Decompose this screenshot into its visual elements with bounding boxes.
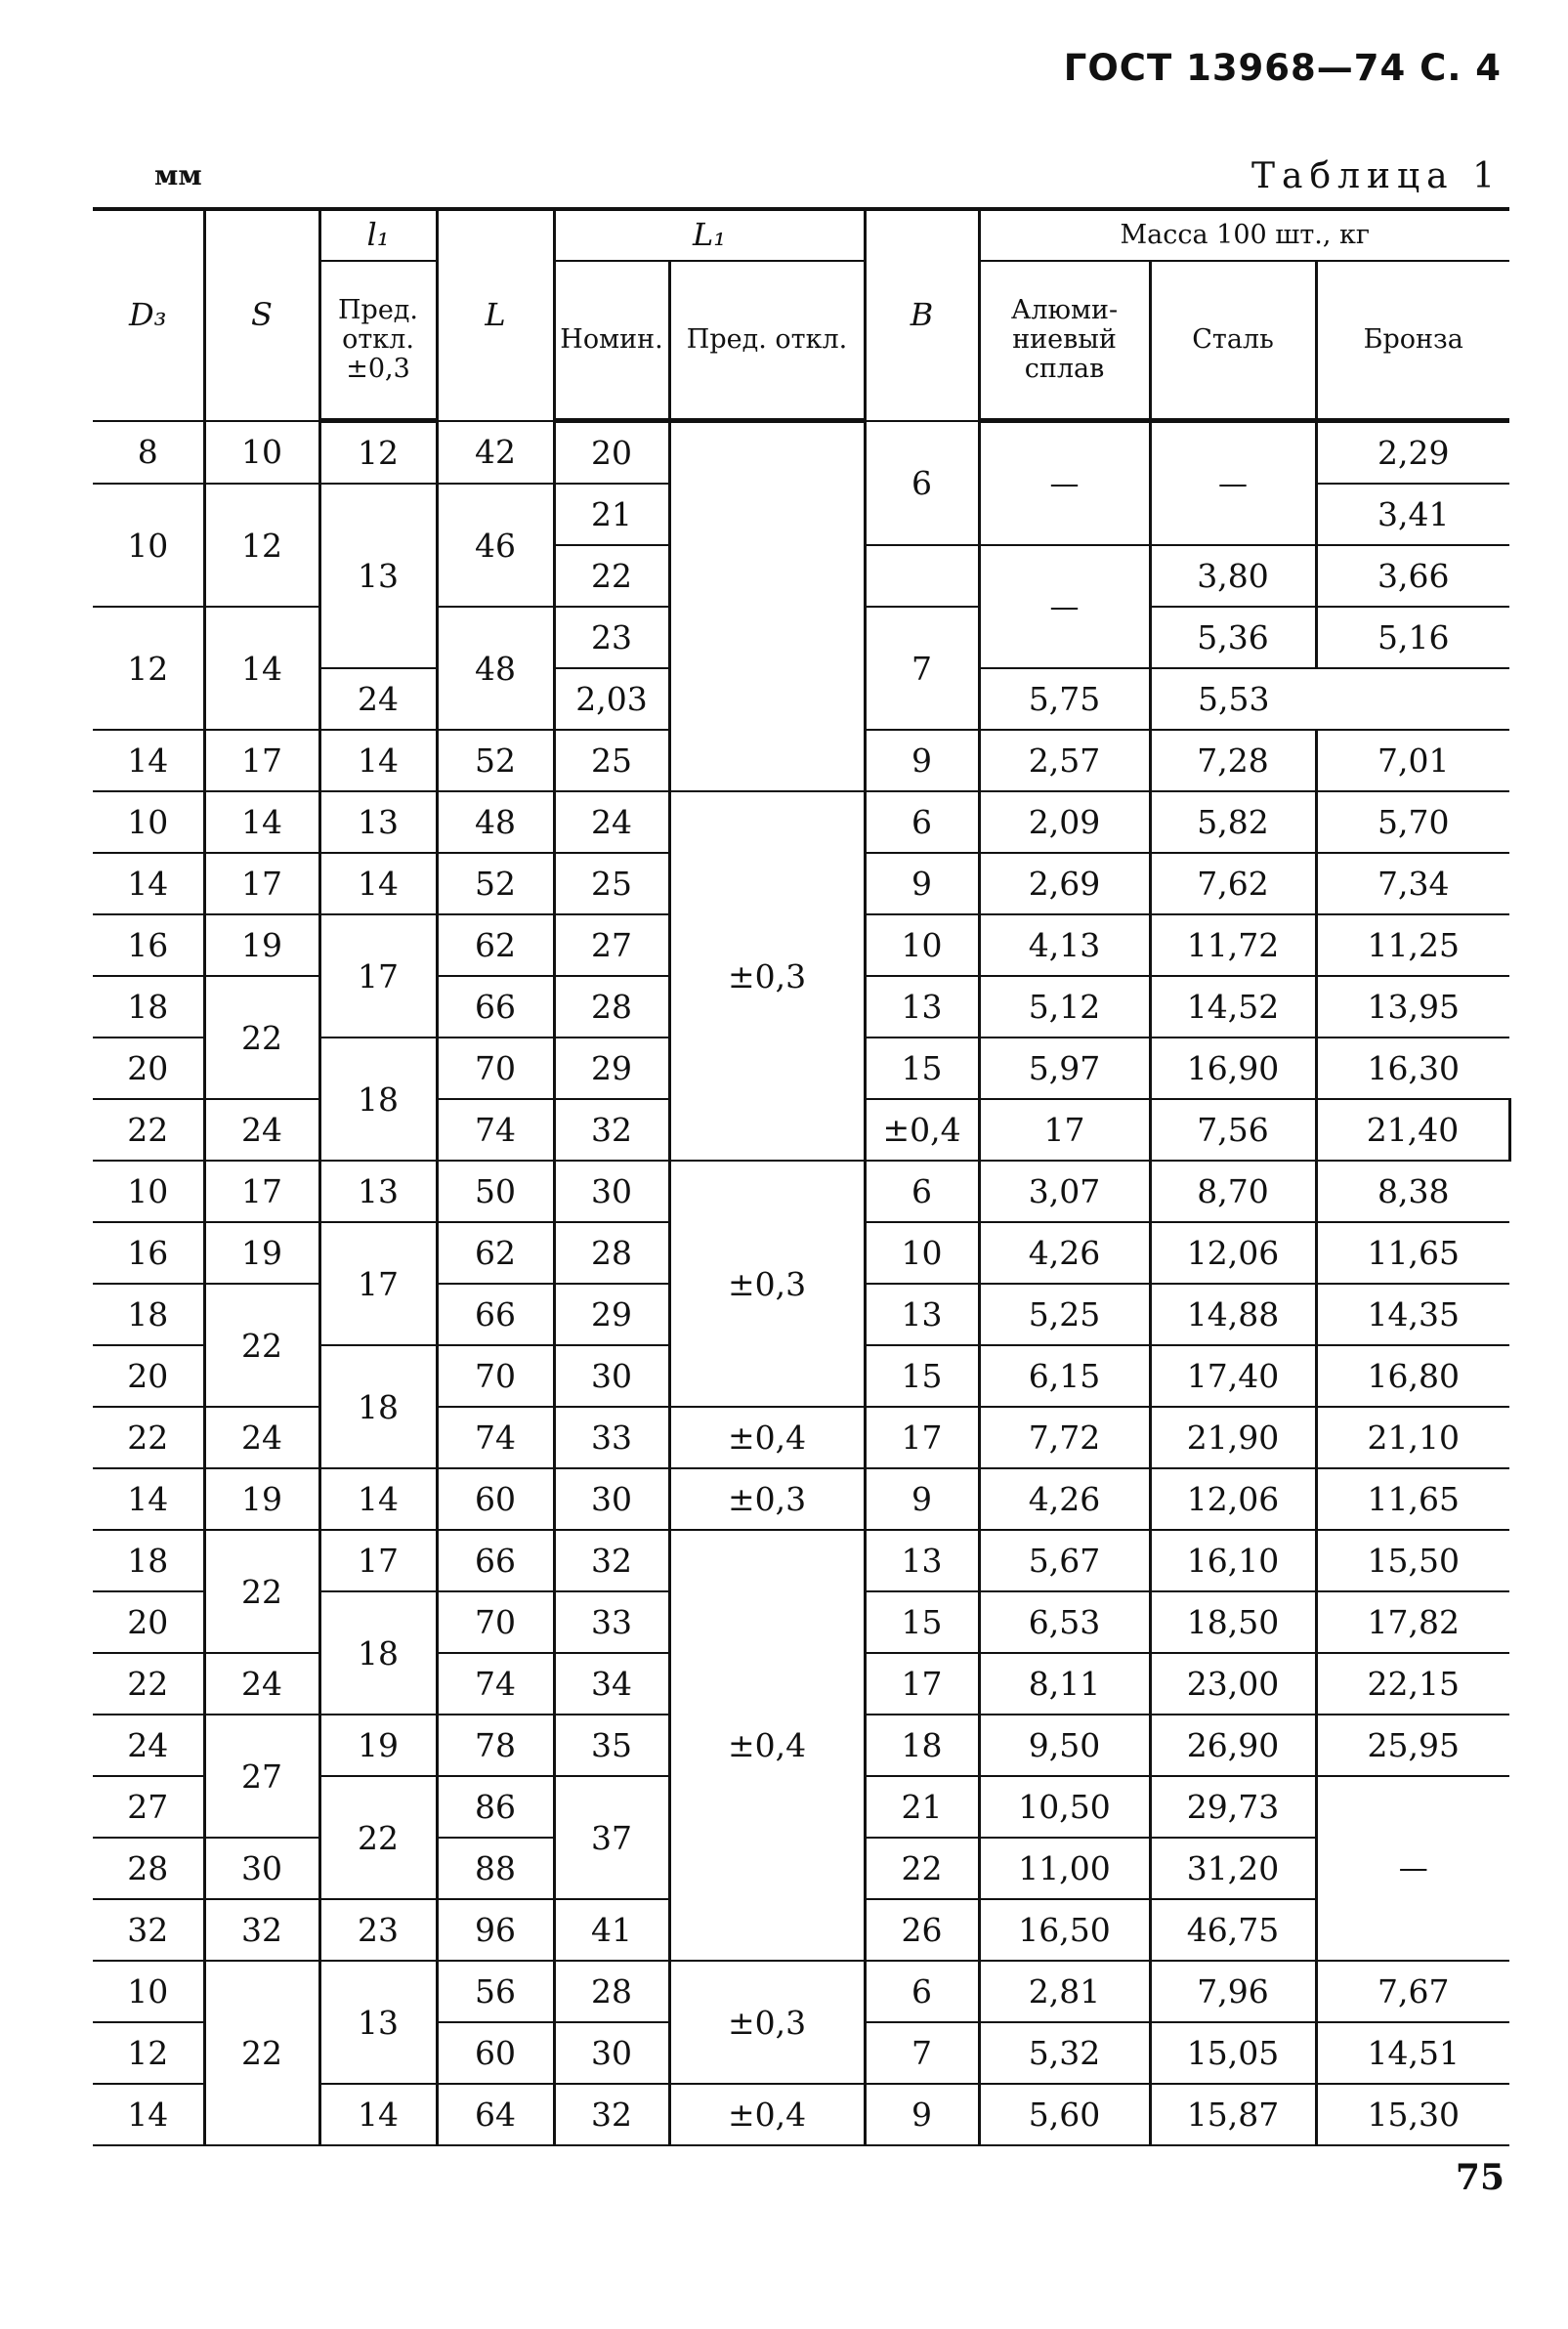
table-cell: 7,96 xyxy=(1150,1961,1316,2022)
table-cell: 7,28 xyxy=(1150,730,1316,791)
table-cell: 22 xyxy=(93,1653,204,1715)
table-cell: 20 xyxy=(554,421,669,485)
table-cell: 19 xyxy=(204,914,319,976)
table-cell: 46,75 xyxy=(1150,1899,1316,1961)
table-cell: 28 xyxy=(554,976,669,1037)
table-cell: 66 xyxy=(437,1284,554,1345)
table-cell: 23,00 xyxy=(1150,1653,1316,1715)
table-cell: ±0,3 xyxy=(669,1961,865,2084)
table-cell: 20 xyxy=(93,1037,204,1099)
table-cell: 14 xyxy=(93,2084,204,2145)
table-cell: 5,97 xyxy=(979,1037,1150,1099)
table-cell: 10 xyxy=(865,914,979,976)
table-cell: 9 xyxy=(865,853,979,914)
col-header-mass-aluminium: Алюми- ниевый сплав xyxy=(979,261,1150,421)
table-cell: 24 xyxy=(319,668,437,730)
table-cell: 35 xyxy=(554,1715,669,1776)
table-cell: 5,12 xyxy=(979,976,1150,1037)
table-cell: 5,32 xyxy=(979,2022,1150,2084)
table-cell: 27 xyxy=(204,1715,319,1838)
table-cell: 22 xyxy=(93,1407,204,1468)
table-cell: 17 xyxy=(319,1222,437,1345)
table-cell: 14 xyxy=(319,2084,437,2145)
table-cell: 28 xyxy=(93,1838,204,1899)
table-cell: 17 xyxy=(865,1653,979,1715)
table-cell: 62 xyxy=(437,914,554,976)
table-cell: ±0,3 xyxy=(669,791,865,1161)
col-header-L: L xyxy=(437,209,554,421)
table-cell: 19 xyxy=(204,1468,319,1530)
document-code: ГОСТ 13968—74 С. 4 xyxy=(1063,47,1502,89)
table-cell: 22 xyxy=(554,545,669,607)
table-cell: 5,25 xyxy=(979,1284,1150,1345)
table-cell xyxy=(865,545,979,607)
table-cell: 48 xyxy=(437,791,554,853)
table-cell: 30 xyxy=(554,2022,669,2084)
table-cell: 14 xyxy=(319,730,437,791)
table-cell: 18 xyxy=(93,1530,204,1591)
table-cell: 18 xyxy=(93,1284,204,1345)
table-cell: 17 xyxy=(865,1407,979,1468)
table-cell: 31,20 xyxy=(1150,1838,1316,1899)
table-cell: 3,07 xyxy=(979,1161,1150,1222)
table-cell: 17 xyxy=(204,853,319,914)
table-row xyxy=(93,791,1509,853)
table-cell: 4,13 xyxy=(979,914,1150,976)
table-cell: 7,67 xyxy=(1316,1961,1509,2022)
table-cell: 13 xyxy=(865,1284,979,1345)
table-cell: 22 xyxy=(204,1530,319,1653)
table-cell: 62 xyxy=(437,1222,554,1284)
table-cell xyxy=(669,421,865,792)
table-cell: 11,00 xyxy=(979,1838,1150,1899)
table-cell: 13 xyxy=(319,484,437,668)
table-cell: 2,03 xyxy=(554,668,669,730)
table-header xyxy=(93,209,1509,421)
table-cell: 7,56 xyxy=(1150,1099,1316,1161)
table-cell: 3,80 xyxy=(1150,545,1316,607)
table-cell: 86 xyxy=(437,1776,554,1838)
table-cell: 30 xyxy=(554,1345,669,1407)
table-cell: 18,50 xyxy=(1150,1591,1316,1653)
table-cell: 23 xyxy=(319,1899,437,1961)
table-cell: 10 xyxy=(865,1222,979,1284)
table-cell: 5,82 xyxy=(1150,791,1316,853)
table-cell: 20 xyxy=(93,1345,204,1407)
table-cell: 17 xyxy=(979,1099,1150,1161)
table-cell: 27 xyxy=(93,1776,204,1838)
table-cell: 12 xyxy=(93,2022,204,2084)
table-cell: 60 xyxy=(437,1468,554,1530)
table-cell: 4,26 xyxy=(979,1222,1150,1284)
table-cell: 5,60 xyxy=(979,2084,1150,2145)
table-row xyxy=(93,1961,1509,2022)
table-cell: 46 xyxy=(437,484,554,607)
table-cell: 41 xyxy=(554,1899,669,1961)
table-cell: 24 xyxy=(204,1653,319,1715)
table-cell: 10 xyxy=(204,421,319,485)
table-cell: 21 xyxy=(865,1776,979,1838)
table-cell: 18 xyxy=(93,976,204,1037)
table-cell: 70 xyxy=(437,1037,554,1099)
table-cell: 7,34 xyxy=(1316,853,1509,914)
table-cell: 13 xyxy=(319,1161,437,1222)
table-cell: 74 xyxy=(437,1099,554,1161)
table-cell: 22 xyxy=(204,976,319,1099)
table-cell: ±0,3 xyxy=(669,1468,865,1530)
table-cell: 32 xyxy=(554,2084,669,2145)
table-cell: 2,57 xyxy=(979,730,1150,791)
table-cell: 14,35 xyxy=(1316,1284,1509,1345)
table-cell: 70 xyxy=(437,1345,554,1407)
table-cell: 66 xyxy=(437,1530,554,1591)
table-cell: 9 xyxy=(865,2084,979,2145)
table-cell: 2,81 xyxy=(979,1961,1150,2022)
table-cell: 25 xyxy=(554,730,669,791)
table-cell: 13 xyxy=(865,976,979,1037)
col-header-mass-steel: Сталь xyxy=(1150,261,1316,421)
table-cell: 17 xyxy=(319,914,437,1037)
table-cell: 5,36 xyxy=(1150,607,1316,668)
table-cell: 17 xyxy=(319,1530,437,1591)
table-cell: 70 xyxy=(437,1591,554,1653)
table-cell: 7,72 xyxy=(979,1407,1150,1468)
table-cell: 16,50 xyxy=(979,1899,1150,1961)
col-header-L1-nominal: Номин. xyxy=(554,261,669,421)
table-cell: 21,10 xyxy=(1316,1407,1509,1468)
table-cell: 17 xyxy=(204,730,319,791)
table-cell: 2,09 xyxy=(979,791,1150,853)
table-row xyxy=(93,1407,1509,1468)
table-cell: 32 xyxy=(93,1899,204,1961)
table-cell: 60 xyxy=(437,2022,554,2084)
table-cell: 13 xyxy=(319,1961,437,2084)
table-cell: 9 xyxy=(865,1468,979,1530)
table-cell: 24 xyxy=(554,791,669,853)
table-cell: 52 xyxy=(437,853,554,914)
table-cell: 22 xyxy=(93,1099,204,1161)
table-cell: 74 xyxy=(437,1407,554,1468)
table-cell: 30 xyxy=(204,1838,319,1899)
table-body xyxy=(93,421,1509,2146)
table-cell: 13 xyxy=(865,1530,979,1591)
table-cell: 16,30 xyxy=(1316,1037,1509,1099)
table-cell: 10 xyxy=(93,791,204,853)
table-cell: 96 xyxy=(437,1899,554,1961)
table-cell: 7 xyxy=(865,607,979,730)
table-cell: 29,73 xyxy=(1150,1776,1316,1838)
table-cell: 17,82 xyxy=(1316,1591,1509,1653)
table-cell: 22 xyxy=(865,1838,979,1899)
table-cell: ±0,4 xyxy=(669,1530,865,1961)
table-cell: 50 xyxy=(437,1161,554,1222)
table-cell: 32 xyxy=(554,1099,669,1161)
table-cell: 6,53 xyxy=(979,1591,1150,1653)
table-cell: 5,75 xyxy=(979,668,1150,730)
table-cell: 33 xyxy=(554,1591,669,1653)
table-cell: 3,66 xyxy=(1316,545,1509,607)
table-cell: 24 xyxy=(93,1715,204,1776)
table-row xyxy=(93,1530,1509,1591)
table-cell: 56 xyxy=(437,1961,554,2022)
table-cell: 12 xyxy=(204,484,319,607)
table-cell: 21,40 xyxy=(1316,1099,1509,1161)
table-cell: ±0,3 xyxy=(669,1161,865,1407)
table-cell: 6,15 xyxy=(979,1345,1150,1407)
table-cell: 16 xyxy=(93,1222,204,1284)
table-cell: 11,65 xyxy=(1316,1468,1509,1530)
table-cell: 13 xyxy=(319,791,437,853)
col-header-mass: Масса 100 шт., кг xyxy=(979,209,1509,261)
table-cell: 14 xyxy=(93,1468,204,1530)
table-cell: 32 xyxy=(554,1530,669,1591)
table-title: Таблица 1 xyxy=(1251,156,1502,196)
table-cell: 8,38 xyxy=(1316,1161,1509,1222)
table-cell: 24 xyxy=(204,1407,319,1468)
table-cell: 6 xyxy=(865,791,979,853)
table-cell: 66 xyxy=(437,976,554,1037)
table-cell: 22 xyxy=(204,1961,319,2145)
table-cell: 30 xyxy=(554,1468,669,1530)
table-cell: 26 xyxy=(865,1899,979,1961)
table-cell: 29 xyxy=(554,1284,669,1345)
table-cell: 15 xyxy=(865,1345,979,1407)
col-header-L1-tolerance: Пред. откл. xyxy=(669,261,865,421)
table-cell: 14 xyxy=(319,1468,437,1530)
table-cell: 5,16 xyxy=(1316,607,1509,668)
table-cell: 11,25 xyxy=(1316,914,1509,976)
table-cell: 26,90 xyxy=(1150,1715,1316,1776)
table-cell: 17 xyxy=(204,1161,319,1222)
table-cell: ±0,4 xyxy=(865,1099,979,1161)
col-header-s: S xyxy=(204,209,319,421)
table-cell: 10 xyxy=(93,1961,204,2022)
unit-label: мм xyxy=(154,159,202,191)
table-cell: 9,50 xyxy=(979,1715,1150,1776)
table-cell: 18 xyxy=(319,1037,437,1161)
table-cell: 14 xyxy=(319,853,437,914)
table-cell: 19 xyxy=(319,1715,437,1776)
table-cell: 12 xyxy=(93,607,204,730)
table-cell: 74 xyxy=(437,1653,554,1715)
table-cell: 12,06 xyxy=(1150,1222,1316,1284)
table-cell: 16,10 xyxy=(1150,1530,1316,1591)
table-cell: 10,50 xyxy=(979,1776,1150,1838)
table-cell: 14 xyxy=(204,607,319,730)
table-cell: 4,26 xyxy=(979,1468,1150,1530)
table-cell: 64 xyxy=(437,2084,554,2145)
table-cell: 3,41 xyxy=(1316,484,1509,545)
table-cell: 25,95 xyxy=(1316,1715,1509,1776)
table-cell: 5,67 xyxy=(979,1530,1150,1591)
table-cell: 28 xyxy=(554,1961,669,2022)
table-cell: 48 xyxy=(437,607,554,730)
table-cell: 15 xyxy=(865,1037,979,1099)
table-cell: ±0,4 xyxy=(669,1407,865,1468)
table-cell: 12 xyxy=(319,421,437,485)
table-cell: 2,69 xyxy=(979,853,1150,914)
table-cell: 52 xyxy=(437,730,554,791)
table-cell: 42 xyxy=(437,421,554,485)
col-header-L1: L₁ xyxy=(554,209,865,261)
table-cell: 7,01 xyxy=(1316,730,1509,791)
table-cell: 14 xyxy=(93,730,204,791)
dimensions-table xyxy=(93,207,1509,2146)
table-cell: 5,53 xyxy=(1150,668,1316,730)
table-cell: 11,72 xyxy=(1150,914,1316,976)
table-cell: 29 xyxy=(554,1037,669,1099)
table-cell: 24 xyxy=(204,1099,319,1161)
table-cell: 22,15 xyxy=(1316,1653,1509,1715)
table-cell: 10 xyxy=(93,484,204,607)
table-cell: 14,51 xyxy=(1316,2022,1509,2084)
table-cell: 88 xyxy=(437,1838,554,1899)
table-cell: 25 xyxy=(554,853,669,914)
table-cell: 2,29 xyxy=(1316,421,1509,485)
table-cell: 33 xyxy=(554,1407,669,1468)
col-header-l1: l₁ xyxy=(319,209,437,261)
table-cell: 23 xyxy=(554,607,669,668)
table-cell: 15,50 xyxy=(1316,1530,1509,1591)
table-cell: 16 xyxy=(93,914,204,976)
table-cell: 12,06 xyxy=(1150,1468,1316,1530)
table-cell: 15,30 xyxy=(1316,2084,1509,2145)
table-cell: 16,80 xyxy=(1316,1345,1509,1407)
table-cell: — xyxy=(1150,421,1316,546)
table-cell: 14,52 xyxy=(1150,976,1316,1037)
table-cell: 6 xyxy=(865,1161,979,1222)
table-cell: 30 xyxy=(554,1161,669,1222)
table-cell: 14 xyxy=(204,791,319,853)
table-row xyxy=(93,421,1509,485)
table-cell: 20 xyxy=(93,1591,204,1653)
table-cell: 34 xyxy=(554,1653,669,1715)
table-row xyxy=(93,1161,1509,1222)
table-cell: 22 xyxy=(204,1284,319,1407)
table-cell: 14,88 xyxy=(1150,1284,1316,1345)
table-cell: — xyxy=(979,545,1150,668)
table-cell: 7 xyxy=(865,2022,979,2084)
table-cell: 15 xyxy=(865,1591,979,1653)
table-cell: 19 xyxy=(204,1222,319,1284)
table-cell: 13,95 xyxy=(1316,976,1509,1037)
table-cell: 78 xyxy=(437,1715,554,1776)
table-cell: 6 xyxy=(865,1961,979,2022)
table-cell: 11,65 xyxy=(1316,1222,1509,1284)
table-cell: 32 xyxy=(204,1899,319,1961)
table-cell: 37 xyxy=(554,1776,669,1899)
col-header-l1-tolerance: Пред. откл. ±0,3 xyxy=(319,261,437,421)
table-cell: 16,90 xyxy=(1150,1037,1316,1099)
table-cell: 15,87 xyxy=(1150,2084,1316,2145)
table-cell: 8,70 xyxy=(1150,1161,1316,1222)
table-cell: — xyxy=(979,421,1150,546)
table-cell: 6 xyxy=(865,421,979,546)
table-cell: — xyxy=(1316,1776,1509,1961)
table-cell: 18 xyxy=(865,1715,979,1776)
table-row xyxy=(93,1468,1509,1530)
col-header-mass-bronze: Бронза xyxy=(1316,261,1509,421)
table-cell: 18 xyxy=(319,1591,437,1715)
table-cell: 14 xyxy=(93,853,204,914)
table-cell: 18 xyxy=(319,1345,437,1468)
table-cell: 10 xyxy=(93,1161,204,1222)
table-cell: 7,62 xyxy=(1150,853,1316,914)
table-cell: 15,05 xyxy=(1150,2022,1316,2084)
col-header-d: D₃ xyxy=(93,209,204,421)
table-cell: 5,70 xyxy=(1316,791,1509,853)
table-cell: 22 xyxy=(319,1776,437,1899)
table-cell: 9 xyxy=(865,730,979,791)
table-cell: 8 xyxy=(93,421,204,485)
table-cell: 27 xyxy=(554,914,669,976)
table-cell: 28 xyxy=(554,1222,669,1284)
table-cell: 8,11 xyxy=(979,1653,1150,1715)
table-cell: ±0,4 xyxy=(669,2084,865,2145)
page-number: 75 xyxy=(1455,2157,1504,2198)
col-header-B: B xyxy=(865,209,979,421)
table-cell: 21,90 xyxy=(1150,1407,1316,1468)
table-cell: 21 xyxy=(554,484,669,545)
table-cell: 17,40 xyxy=(1150,1345,1316,1407)
